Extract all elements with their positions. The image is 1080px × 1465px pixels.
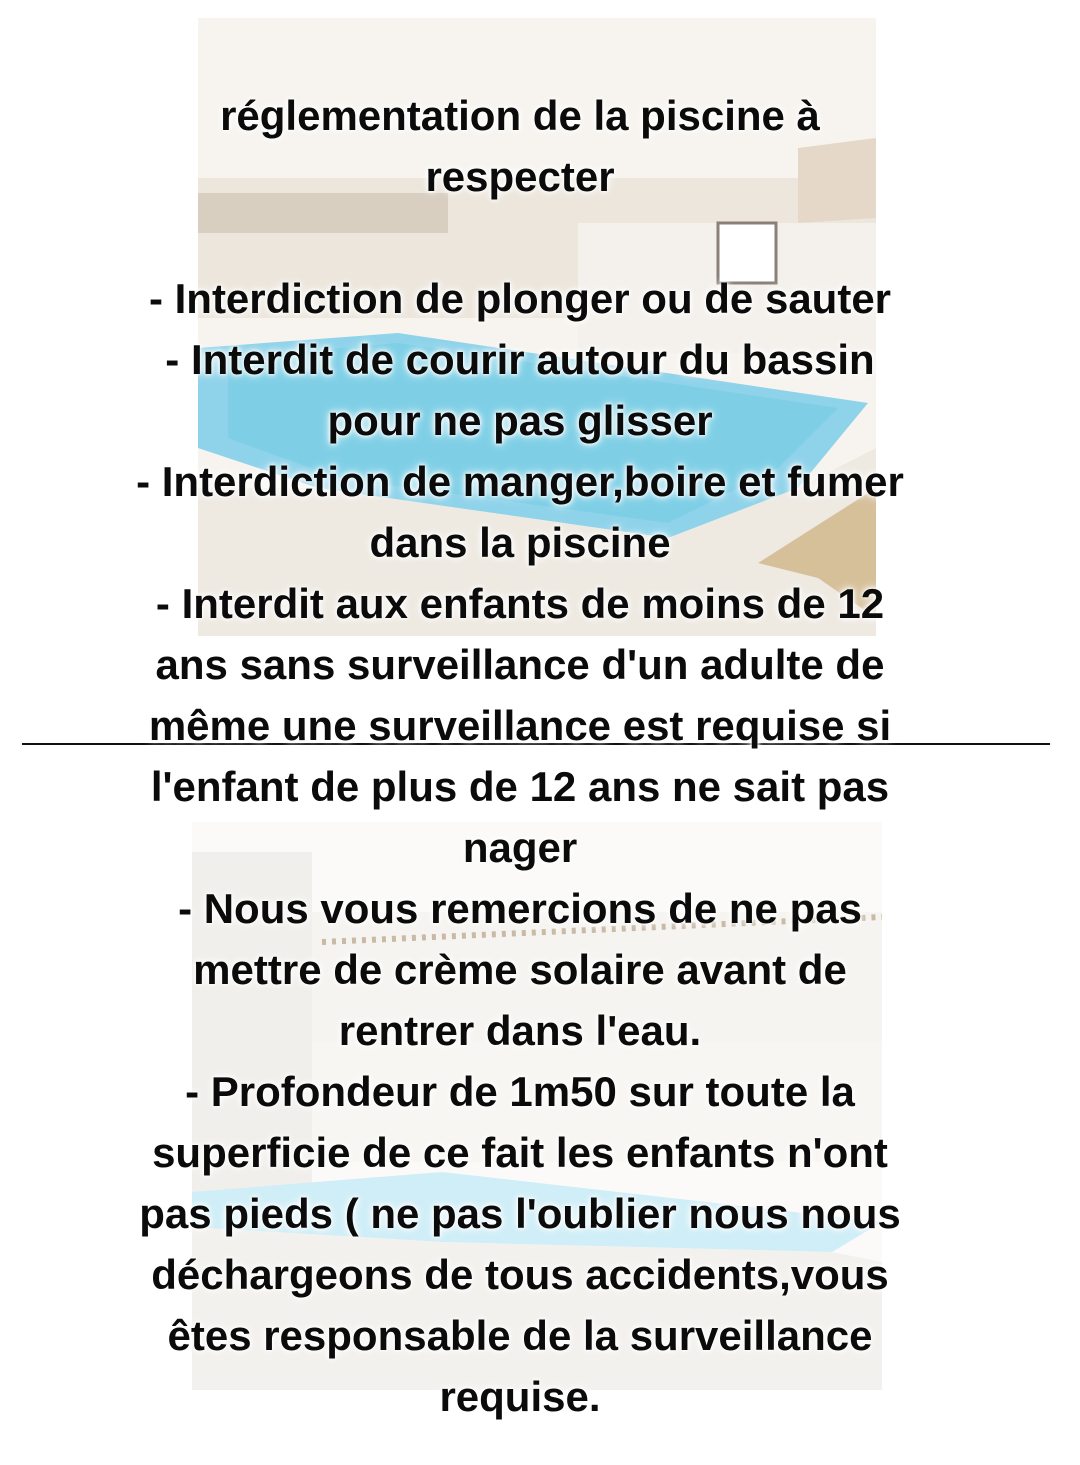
rule-line: - Interdit aux enfants de moins de 12 [155,580,885,627]
rule-line: rentrer dans l'eau. [338,1007,702,1054]
rule-line: mettre de crème solaire avant de [193,946,847,993]
rule-line: êtes responsable de la surveillance [167,1312,873,1359]
rule-line: requise. [439,1373,601,1420]
notice-title-line: réglementation de la piscine à [220,92,820,139]
rule-line: - Nous vous remercions de ne pas [178,885,862,932]
spacer [20,207,1020,268]
rule-line: ans sans surveillance d'un adulte de [155,641,885,688]
pool-rules-notice [20,85,1020,1427]
rule-line: superficie de ce fait les enfants n'ont [152,1129,888,1176]
rule-line: nager [462,824,578,871]
rule-line: l'enfant de plus de 12 ans ne sait pas [150,763,890,810]
notice-title-line: respecter [425,153,615,200]
rule-line: pour ne pas glisser [327,397,713,444]
rule-line: même une surveillance est requise si [148,702,892,749]
rule-line: dans la piscine [369,519,671,566]
rule-line: - Interdiction de manger,boire et fumer [136,458,904,505]
rule-line: pas pieds ( ne pas l'oublier nous nous [139,1190,901,1237]
rule-line: - Interdit de courir autour du bassin [165,336,875,383]
rule-line: déchargeons de tous accidents,vous [151,1251,889,1298]
rule-line: - Interdiction de plonger ou de sauter [148,275,892,322]
rule-line: - Profondeur de 1m50 sur toute la [185,1068,855,1115]
